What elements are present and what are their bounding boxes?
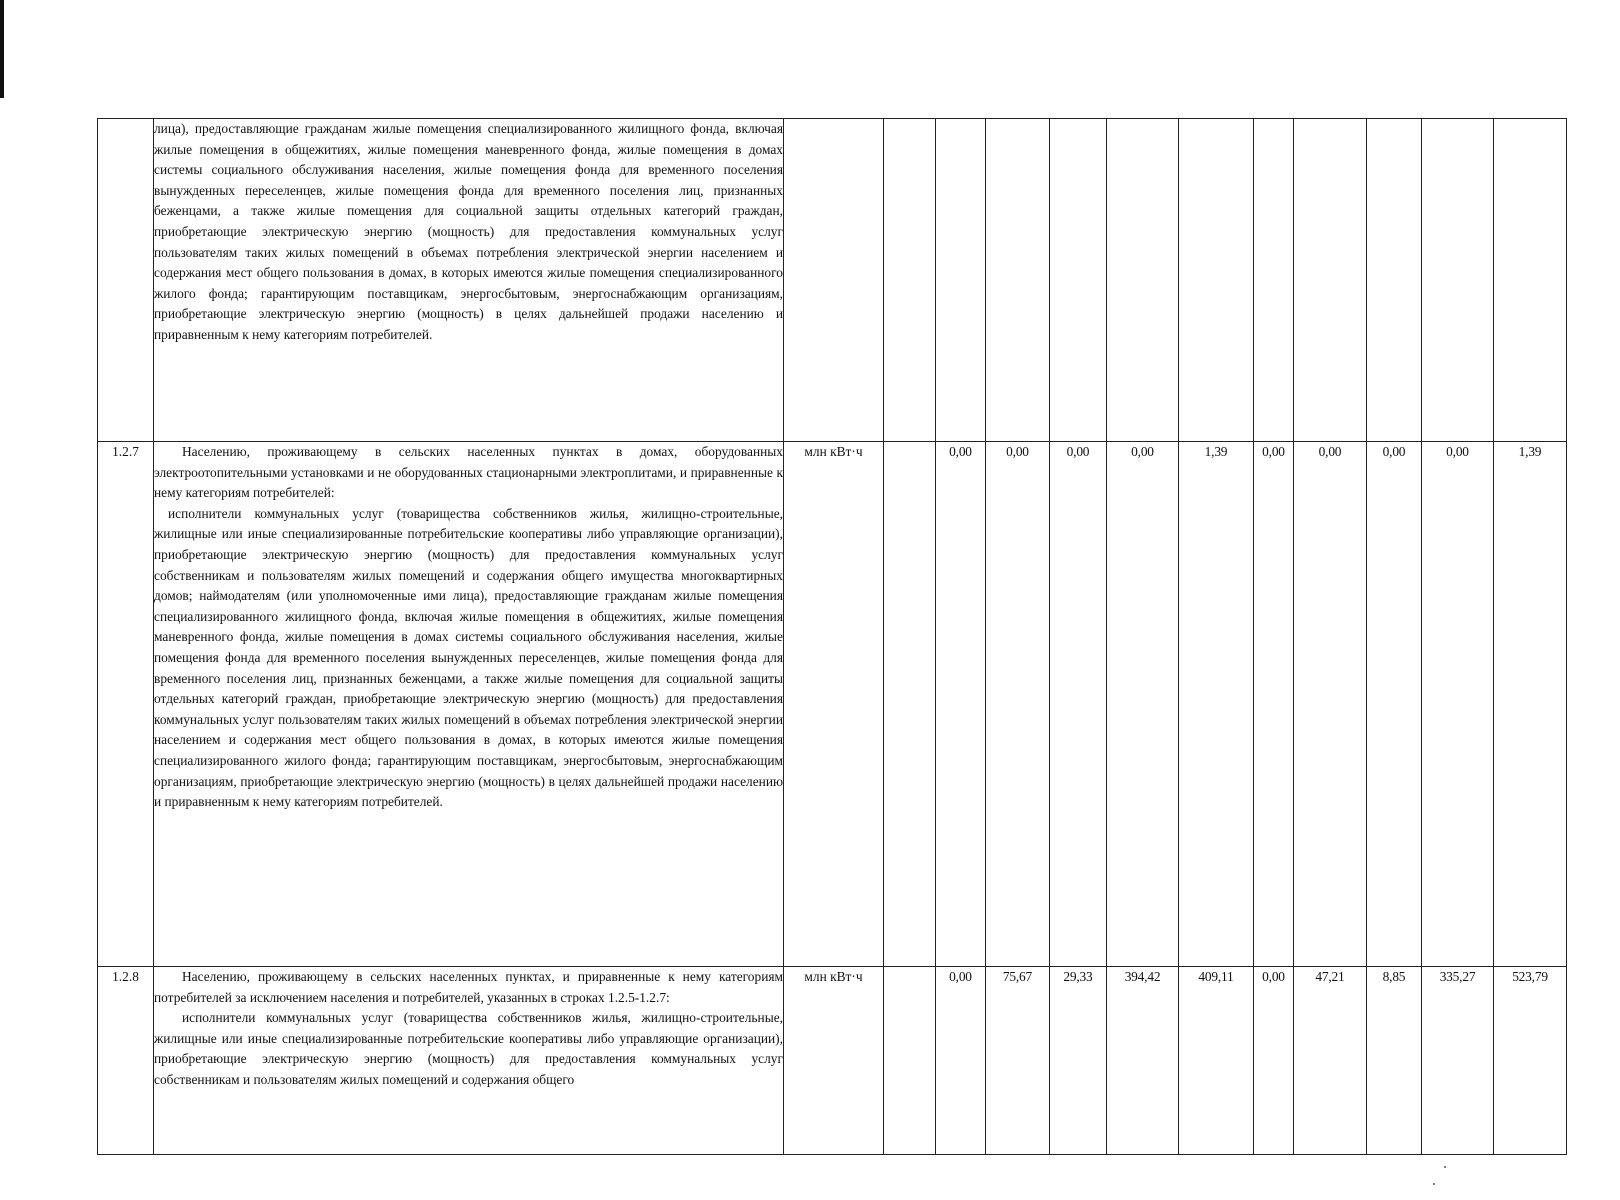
- value-cell: 0,00: [936, 967, 986, 1155]
- description-paragraph: Населению, проживающему в сельских населенных пунктах в домах, оборудованных электроотопительными установками и не оборудованных стационарными электроплитами, и приравненные к нему категориям потребителей:: [154, 444, 783, 501]
- value-cell: [986, 119, 1050, 442]
- value-cell: 75,67: [986, 967, 1050, 1155]
- value-cell: [1107, 119, 1179, 442]
- value-cell: 0,00: [1050, 442, 1107, 967]
- row-description: [154, 442, 784, 967]
- value-cell: 0,00: [1254, 967, 1294, 1155]
- row-number: 1.2.7: [98, 442, 154, 967]
- value-cell: 409,11: [1179, 967, 1254, 1155]
- value-cell: 1,39: [1179, 442, 1254, 967]
- table-row: [98, 442, 1567, 967]
- value-cell: 523,79: [1494, 967, 1567, 1155]
- value-cell: 0,00: [1254, 442, 1294, 967]
- scan-edge-mark: [0, 0, 4, 98]
- scan-speck: [1444, 1166, 1446, 1168]
- row-description: [154, 119, 784, 442]
- table-row: [98, 967, 1567, 1155]
- value-cell: 1,39: [1494, 442, 1567, 967]
- description-paragraph: Населению, проживающему в сельских населенных пунктах, и приравненные к нему категориям потребителей за исключением населения и потребителей, указанных в строках 1.2.5-1.2.7:: [154, 969, 783, 1005]
- value-cell: [1179, 119, 1254, 442]
- tariff-table: [97, 118, 1567, 1155]
- value-cell: [1494, 119, 1567, 442]
- scan-speck: [1433, 1183, 1435, 1185]
- value-cell: 47,21: [1294, 967, 1367, 1155]
- row-number: 1.2.8: [98, 967, 154, 1155]
- value-cell: [1294, 119, 1367, 442]
- value-cell: [1367, 119, 1422, 442]
- value-cell: 335,27: [1422, 967, 1494, 1155]
- value-cell: [884, 442, 936, 967]
- description-paragraph: исполнители коммунальных услуг (товарищества собственников жилья, жилищно-строительные, жилищные или иные специализированные потребительские кооперативы либо управляющие организации), приобретающие электрическую энергию (мощность) для предоставления коммунальных услуг собственникам и пользователям жилых помещений и содержания общего: [154, 1010, 783, 1087]
- value-cell: 394,42: [1107, 967, 1179, 1155]
- row-unit: [784, 119, 884, 442]
- row-description: [154, 967, 784, 1155]
- value-cell: [936, 119, 986, 442]
- value-cell: 0,00: [986, 442, 1050, 967]
- value-cell: 0,00: [1367, 442, 1422, 967]
- value-cell: 0,00: [1107, 442, 1179, 967]
- value-cell: 0,00: [1294, 442, 1367, 967]
- value-cell: 0,00: [1422, 442, 1494, 967]
- value-cell: [884, 967, 936, 1155]
- row-number: [98, 119, 154, 442]
- row-unit: млн кВт·ч: [784, 967, 884, 1155]
- value-cell: [1050, 119, 1107, 442]
- value-cell: [884, 119, 936, 442]
- value-cell: 8,85: [1367, 967, 1422, 1155]
- table-row: [98, 119, 1567, 442]
- row-unit: млн кВт·ч: [784, 442, 884, 967]
- value-cell: [1254, 119, 1294, 442]
- value-cell: [1422, 119, 1494, 442]
- value-cell: 0,00: [936, 442, 986, 967]
- description-paragraph: лица), предоставляющие гражданам жилые помещения специализированного жилищного фонда, включая жилые помещения в общежитиях, жилые помещения маневренного фонда, жилые помещения в домах системы социального обслуживания населения, жилые помещения фонда для временного поселения вынужденных переселенцев, жилые помещения фонда для временного поселения лиц, признанных беженцами, а также жилые помещения для социальной защиты отдельных категорий граждан, приобретающие электрическую энергию (мощность) для предоставления коммунальных услуг пользователям таких жилых помещений в объемах потребления электрической энергии населением и содержания мест общего пользования в домах, в которых имеются жилые помещения специализированного жилого фонда; гарантирующим поставщикам, энергосбытовым, энергоснабжающим организациям, приобретающие электрическую энергию (мощность) в целях дальнейшей продажи населению и приравненным к нему категориям потребителей.: [154, 121, 783, 342]
- description-paragraph: исполнители коммунальных услуг (товарищества собственников жилья, жилищно-строительные, жилищные или иные специализированные потребительские кооперативы либо управляющие организации), приобретающие электрическую энергию (мощность) для предоставления коммунальных услуг собственникам и пользователям жилых помещений и содержания общего имущества многоквартирных домов; наймодателям (или уполномоченные ими лица), предоставляющие гражданам жилые помещения специализированного жилищного фонда, включая жилые помещения в общежитиях, жилые помещения маневренного фонда, жилые помещения в домах системы социального обслуживания населения, жилые помещения фонда для временного поселения вынужденных переселенцев, жилые помещения фонда для временного поселения лиц, признанных беженцами, а также жилые помещения для социальной защиты отдельных категорий граждан, приобретающие электрическую энергию (мощность) для предоставления коммунальных услуг пользователям таких жилых помещений в объемах потребления электрической энергии населением и содержания мест общего пользования в домах, в которых имеются жилые помещения специализированного жилого фонда; гарантирующим поставщикам, энергосбытовым, энергоснабжающим организациям, приобретающие электрическую энергию (мощность) в целях дальнейшей продажи населению и приравненным к нему категориям потребителей.: [154, 505, 783, 810]
- value-cell: 29,33: [1050, 967, 1107, 1155]
